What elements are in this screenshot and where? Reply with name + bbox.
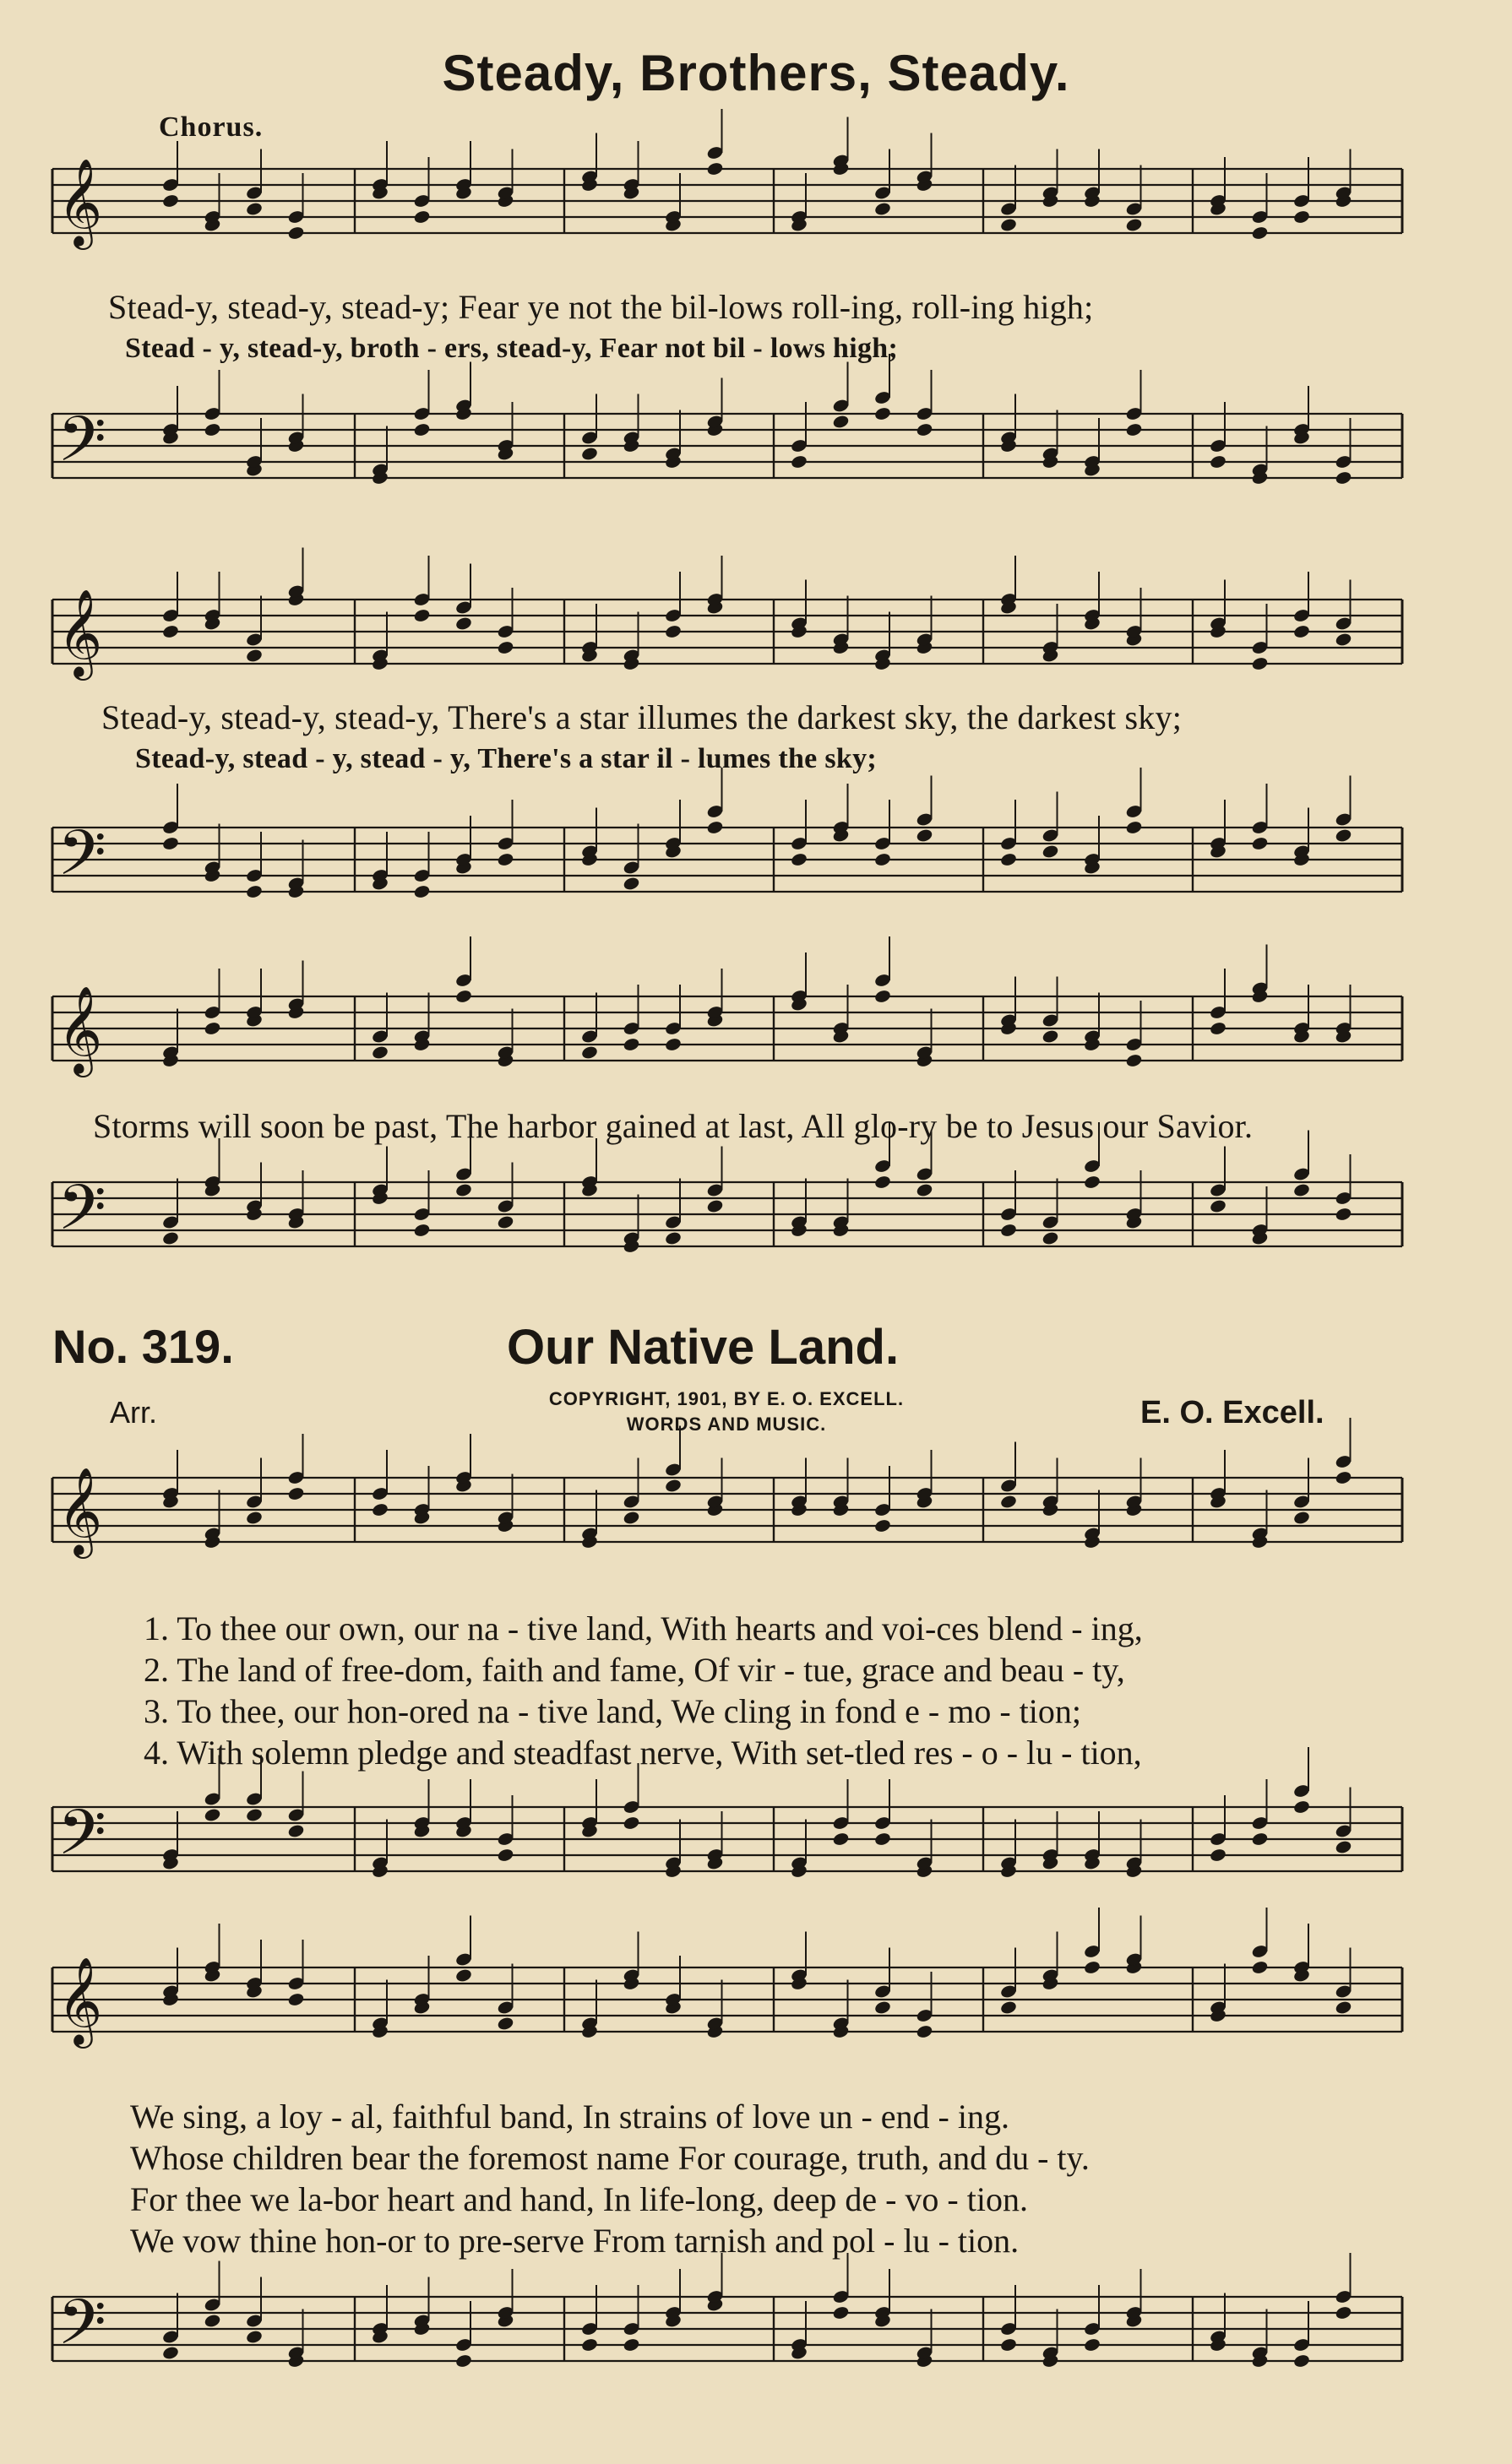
treble-staff-system-2	[0, 583, 1512, 701]
verse-4-line-2: We vow thine hon-or to pre-serve From tarnish and pol - lu - tion.	[130, 2222, 1020, 2260]
copyright-line-2: WORDS AND MUSIC.	[626, 1414, 827, 1435]
verse-1-line-2: We sing, a loy - al, faithful band, In strains of love un - end - ing.	[130, 2098, 1009, 2136]
verse-2-line-1: 2. The land of free-dom, faith and fame, Of vir - tue, grace and beau - ty,	[144, 1651, 1125, 1689]
svg-text:𝄢: 𝄢	[57, 403, 106, 491]
svg-text:𝄢: 𝄢	[57, 817, 106, 905]
treble-staff-hymn-system-1	[0, 1461, 1512, 1579]
svg-text:𝄞: 𝄞	[57, 1957, 103, 2045]
composer-credit: E. O. Excell.	[1140, 1395, 1324, 1430]
verse-2-line-2: Whose children bear the foremost name For courage, truth, and du - ty.	[130, 2139, 1090, 2177]
chorus-label: Chorus.	[159, 111, 264, 143]
chorus-lyric-1-lower: Stead - y, stead-y, broth - ers, stead-y, Fear not bil - lows high;	[125, 333, 899, 364]
svg-text:𝄢: 𝄢	[57, 2286, 106, 2374]
verse-4-line-1: 4. With solemn pledge and steadfast nerve, With set-tled res - o - lu - tion,	[144, 1734, 1142, 1772]
verse-3-line-2: For thee we la-bor heart and hand, In life-long, deep de - vo - tion.	[130, 2180, 1028, 2218]
svg-text:𝄢: 𝄢	[57, 1171, 106, 1260]
verses-part-2	[130, 2096, 1090, 2261]
song-title: Steady, Brothers, Steady.	[442, 45, 1070, 101]
treble-staff-hymn-system-2	[0, 1951, 1512, 2069]
chorus-lyric-2-upper: Stead-y, stead-y, stead-y, There's a star illumes the darkest sky, the darkest sky;	[101, 698, 1183, 736]
bass-staff-system-2	[0, 811, 1512, 929]
svg-text:𝄢: 𝄢	[57, 1796, 106, 1885]
arranger-label: Arr.	[110, 1395, 158, 1430]
treble-staff-system-3	[0, 980, 1512, 1098]
chorus-lyric-1-upper: Stead-y, stead-y, stead-y; Fear ye not the bil-lows roll-ing, roll-ing high;	[108, 288, 1094, 326]
copyright-notice	[515, 1387, 938, 1437]
bass-staff-hymn-system-2	[0, 2280, 1512, 2398]
copyright-line-1: COPYRIGHT, 1901, BY E. O. EXCELL.	[548, 1388, 905, 1409]
hymn-title: Our Native Land.	[507, 1320, 900, 1375]
svg-text:𝄞: 𝄞	[57, 985, 103, 1074]
bass-staff-hymn-system-1	[0, 1790, 1512, 1908]
verse-3-line-1: 3. To thee, our hon-ored na - tive land, We cling in fond e - mo - tion;	[144, 1692, 1082, 1730]
treble-staff-system-1	[0, 152, 1512, 270]
verses-part-1	[144, 1608, 1143, 1773]
verse-1-line-1: 1. To thee our own, our na - tive land, With hearts and voi-ces blend - ing,	[144, 1609, 1143, 1647]
svg-text:𝄞: 𝄞	[57, 1467, 103, 1555]
svg-text:𝄞: 𝄞	[57, 158, 103, 247]
bass-staff-system-1	[0, 397, 1512, 515]
chorus-lyric-3: Storms will soon be past, The harbor gained at last, All glo-ry be to Jesus our Savior.	[93, 1107, 1254, 1145]
svg-text:𝄞: 𝄞	[57, 589, 103, 677]
hymn-number: No. 319.	[52, 1320, 234, 1373]
chorus-lyric-2-lower: Stead-y, stead - y, stead - y, There's a star il - lumes the sky;	[135, 743, 878, 774]
bass-staff-system-3	[0, 1165, 1512, 1284]
